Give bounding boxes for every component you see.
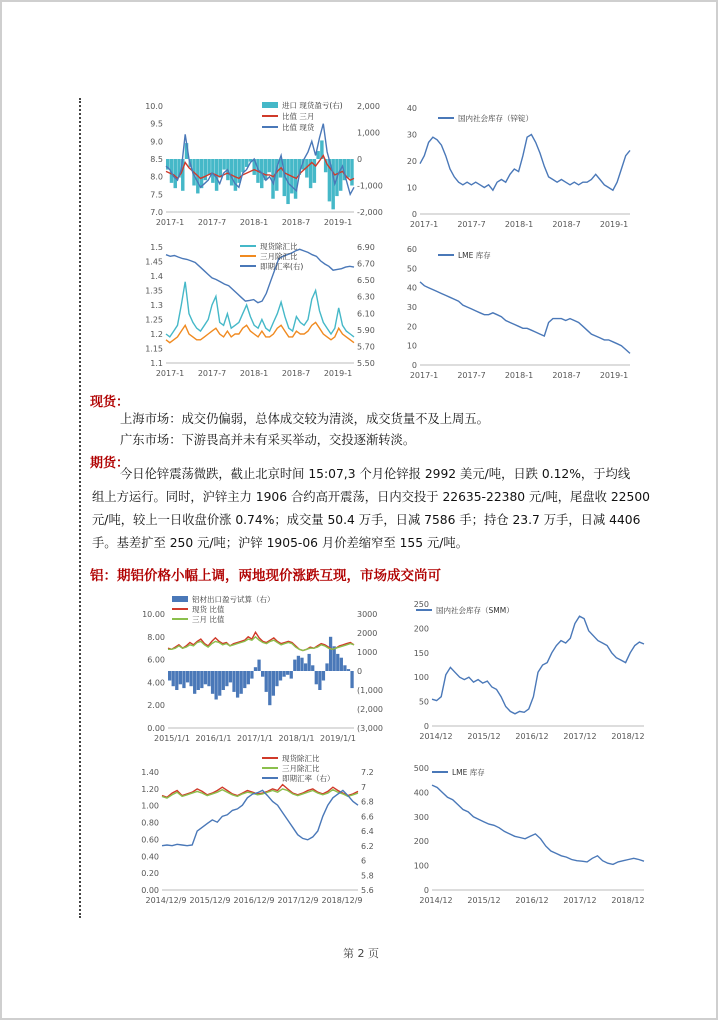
y2-tick-label: 6.6 [361, 812, 374, 822]
y-tick-label: 10.00 [142, 610, 165, 619]
y-tick-label: 100 [413, 861, 429, 871]
y2-tick-label: 5.6 [361, 886, 374, 895]
legend-label: 比值 三月 [282, 112, 315, 121]
y-tick-label: 8.0 [150, 172, 163, 182]
y-tick-label: 0.20 [141, 869, 159, 879]
y-tick-label: 50 [406, 264, 417, 274]
y2-tick-label: -1,000 [357, 181, 383, 191]
x-tick-label: 2019-1 [323, 369, 353, 378]
legend-label: 三月除汇比 [282, 764, 320, 773]
data-bar [211, 671, 214, 694]
data-bar [261, 671, 264, 677]
legend-label: 现货除汇比 [282, 754, 320, 763]
legend-label: 现货 比值 [192, 605, 225, 614]
chart-svg [398, 239, 638, 387]
y-tick-label: 1.35 [145, 286, 163, 296]
data-bar [193, 671, 196, 694]
y2-tick-label: (2,000 [357, 705, 384, 714]
data-bar [336, 654, 339, 671]
y2-tick-label: 5.8 [361, 871, 374, 881]
guangdong-market-text: 广东市场：下游畏高并未有采买举动，交投逐渐转淡。 [120, 433, 416, 447]
x-tick-label: 2018-1 [504, 220, 534, 229]
chart-al-lme-inventory [402, 762, 652, 914]
y2-tick-label: 6.4 [361, 827, 374, 836]
data-bar [279, 671, 282, 681]
data-bar [168, 671, 171, 681]
data-bar [333, 646, 336, 671]
y-tick-label: 1.5 [150, 243, 163, 252]
data-bar [230, 159, 233, 186]
y2-tick-label: 5.70 [357, 342, 375, 352]
data-bar [257, 660, 260, 671]
x-tick-label: 2019-1 [599, 220, 629, 229]
series-line [432, 616, 644, 714]
y-tick-label: 500 [413, 764, 429, 773]
y-tick-label: 1.15 [145, 344, 163, 354]
x-tick-label: 2019-1 [599, 371, 629, 380]
y-tick-label: 2.00 [147, 701, 165, 711]
data-bar [218, 671, 221, 696]
y-tick-label: 150 [413, 648, 429, 658]
y-tick-label: 1.45 [145, 257, 163, 267]
y2-tick-label: 6.8 [361, 797, 374, 807]
data-bar [315, 671, 318, 684]
y2-tick-label: 7.2 [361, 768, 374, 777]
x-tick-label: 2017-7 [197, 369, 227, 378]
data-bar [207, 159, 210, 175]
chart-al-domestic-inventory [402, 594, 652, 746]
data-bar [207, 671, 210, 686]
chart-al-fx-ratio [132, 754, 384, 914]
data-bar [329, 637, 332, 671]
data-bar [179, 671, 182, 684]
chart-svg [402, 594, 652, 746]
y-tick-label: 1.40 [141, 768, 159, 777]
x-tick-label: 2019-1 [323, 218, 353, 227]
data-bar [282, 671, 285, 677]
page-number: 第 2 页 [343, 947, 379, 960]
x-tick-label: 2017-7 [457, 220, 486, 229]
y2-tick-label: 5.90 [357, 325, 375, 335]
y-tick-label: 1.2 [150, 330, 163, 339]
aluminum-heading: 铝：期铝价格小幅上调，两地现价涨跌互现，市场成交尚可 [90, 568, 441, 584]
x-tick-label: 2015/12 [467, 732, 501, 741]
legend-label: 三月 比值 [192, 615, 225, 624]
y2-tick-label: 1000 [357, 648, 378, 657]
data-bar [204, 671, 207, 684]
x-tick-label: 2017-1 [409, 371, 439, 380]
data-bar [175, 671, 178, 690]
x-tick-label: 2017/12 [563, 732, 597, 741]
x-tick-label: 2016/1/1 [195, 734, 232, 743]
y-tick-label: 250 [413, 600, 429, 609]
chart-zn-domestic-inventory [398, 98, 638, 238]
x-tick-label: 2018/1/1 [278, 734, 315, 743]
y-tick-label: 200 [413, 837, 429, 847]
y-tick-label: 400 [413, 788, 429, 798]
y-tick-label: 300 [413, 812, 429, 822]
x-tick-label: 2018/12/9 [321, 896, 363, 905]
data-bar [200, 671, 203, 688]
chart-zn-ratio [132, 98, 384, 236]
x-tick-label: 2018/12 [611, 732, 645, 741]
chart-svg [132, 754, 384, 914]
data-bar [268, 671, 271, 705]
y-tick-label: 0 [423, 722, 429, 731]
data-bar [219, 159, 222, 178]
y-tick-label: 10 [406, 183, 417, 193]
y2-tick-label: (1,000 [357, 686, 384, 695]
data-bar [347, 669, 350, 671]
y2-tick-label: 5.50 [357, 359, 375, 368]
data-bar [311, 665, 314, 671]
y2-tick-label: 1,000 [357, 128, 380, 138]
x-tick-label: 2019/1/1 [320, 734, 356, 743]
y-tick-label: 6.00 [147, 655, 165, 665]
legend-label: LME 库存 [458, 251, 491, 260]
y-tick-label: 30 [406, 130, 417, 140]
x-tick-label: 2018-7 [552, 371, 581, 380]
futures-paragraph-line: 今日伦锌震荡微跌，截止北京时间 15:07,3 个月伦锌报 2992 美元/吨，日跌 0.12%，于均线 [120, 467, 631, 481]
x-tick-label: 2018-7 [281, 218, 311, 227]
legend-label: 三月除汇比 [260, 252, 298, 261]
data-bar [200, 159, 203, 188]
x-tick-label: 2018-7 [552, 220, 581, 229]
y2-tick-label: 6.10 [357, 309, 375, 319]
y-tick-label: 20 [406, 157, 417, 166]
data-bar [174, 159, 177, 188]
data-bar [222, 671, 225, 690]
data-bar [325, 663, 328, 671]
y-tick-label: 100 [413, 673, 429, 683]
series-line [432, 785, 644, 864]
chart-al-ratio [132, 590, 384, 752]
y-tick-label: 1.1 [150, 359, 163, 368]
y2-tick-label: 3000 [357, 610, 378, 619]
series-line [420, 282, 630, 354]
y-tick-label: 20 [406, 322, 417, 332]
legend-label: 现货除汇比 [260, 242, 298, 251]
data-bar [268, 159, 271, 172]
data-bar [236, 671, 239, 698]
data-bar [243, 671, 246, 688]
data-bar [182, 671, 185, 688]
x-tick-label: 2017-1 [155, 218, 185, 227]
data-bar [297, 656, 300, 671]
y2-tick-label: 6.70 [357, 259, 375, 269]
margin-dotted-line [79, 98, 81, 918]
y2-tick-label: -2,000 [357, 208, 383, 217]
data-bar [304, 663, 307, 671]
y2-tick-label: 0 [357, 155, 363, 164]
x-tick-label: 2017-1 [155, 369, 185, 378]
y2-tick-label: 2000 [357, 629, 378, 638]
x-tick-label: 2017-7 [197, 218, 227, 227]
chart-zn-fx-ratio [132, 239, 384, 387]
y-tick-label: 60 [406, 245, 417, 254]
data-bar [225, 671, 228, 686]
y-tick-label: 0.00 [147, 724, 165, 733]
data-bar [222, 159, 225, 170]
data-bar [229, 671, 232, 682]
x-tick-label: 2014/12/9 [145, 896, 187, 905]
x-tick-label: 2014/12 [419, 732, 453, 741]
x-tick-label: 2014/12 [419, 896, 453, 905]
y-tick-label: 0.60 [141, 835, 159, 845]
y2-tick-label: 6 [361, 856, 367, 866]
data-bar [247, 671, 250, 684]
series-line [420, 135, 630, 191]
data-bar [350, 159, 353, 186]
legend-label: 铝材出口盈亏试算（右） [192, 595, 275, 604]
x-tick-label: 2015/12/9 [189, 896, 231, 905]
y-tick-label: 40 [406, 104, 417, 113]
y-tick-label: 1.20 [141, 784, 159, 794]
y-tick-label: 9.0 [150, 137, 163, 147]
data-bar [346, 159, 349, 178]
y-tick-label: 0.00 [141, 886, 159, 895]
data-bar [265, 671, 268, 692]
chart-svg [398, 98, 638, 238]
x-tick-label: 2018-7 [281, 369, 311, 378]
x-tick-label: 2016/12/9 [233, 896, 275, 905]
y-tick-label: 10 [406, 341, 417, 351]
series-line [162, 790, 358, 845]
futures-paragraph-line: 组上方运行。同时，沪锌主力 1906 合约高开震荡，日内交投于 22635-22380 元/吨，尾盘收 22500 [92, 490, 650, 504]
y2-tick-label: 7 [361, 782, 367, 792]
data-bar [215, 671, 218, 700]
spot-heading: 现货： [90, 395, 130, 410]
data-bar [293, 660, 296, 671]
data-bar [211, 159, 214, 183]
legend-label: 即期汇率(右) [260, 262, 304, 271]
y-tick-label: 8.00 [147, 632, 165, 642]
data-bar [343, 665, 346, 671]
data-bar [339, 159, 342, 191]
data-bar [232, 671, 235, 692]
data-bar [308, 654, 311, 671]
data-bar [275, 671, 278, 686]
y-tick-label: 8.5 [150, 155, 163, 164]
futures-paragraph-line: 元/吨，较上一日收盘价涨 0.74%；成交量 50.4 万手，日减 7586 手；持仓 23.7 万手，日减 4406 [92, 513, 641, 527]
y2-tick-label: 6.30 [357, 292, 375, 302]
legend-label: 即期汇率（右） [282, 774, 335, 783]
y2-tick-label: 2,000 [357, 102, 380, 111]
y-tick-label: 9.5 [150, 119, 163, 129]
y-tick-label: 1.4 [150, 272, 163, 281]
data-bar [241, 159, 244, 172]
y-tick-label: 4.00 [147, 678, 165, 688]
y-tick-label: 1.3 [150, 301, 163, 310]
data-bar [197, 671, 200, 690]
data-bar [290, 671, 293, 679]
chart-svg [402, 762, 652, 914]
legend-label: 比值 现货 [282, 123, 315, 132]
y-tick-label: 1.00 [141, 801, 159, 811]
y-tick-label: 40 [406, 283, 417, 293]
document-page [2, 2, 716, 1018]
legend-label: 国内社会库存（SMM） [436, 606, 514, 615]
x-tick-label: 2017/12/9 [277, 896, 319, 905]
legend-label: 进口 现货盈亏(右) [282, 101, 343, 110]
y-tick-label: 0 [411, 361, 417, 370]
futures-heading: 期货： [90, 456, 130, 471]
legend-label: LME 库存 [452, 768, 485, 777]
series-line [166, 282, 354, 337]
chart-svg [132, 239, 384, 387]
chart-zn-lme-inventory [398, 239, 638, 387]
futures-paragraph-line: 手。基差扩至 250 元/吨；沪锌 1905-06 月价差缩窄至 155 元/吨。 [92, 536, 468, 550]
x-tick-label: 2017-1 [409, 220, 439, 229]
y-tick-label: 7.5 [150, 190, 163, 200]
data-bar [300, 658, 303, 671]
x-tick-label: 2017/12 [563, 896, 597, 905]
chart-svg [132, 98, 384, 236]
y-tick-label: 1.25 [145, 315, 163, 325]
x-tick-label: 2018/12 [611, 896, 645, 905]
data-bar [286, 671, 289, 675]
x-tick-label: 2018-1 [504, 371, 534, 380]
chart-svg [132, 590, 384, 752]
y-tick-label: 10.0 [145, 102, 163, 111]
legend-swatch [262, 102, 278, 108]
data-bar [322, 671, 325, 681]
y2-tick-label: 6.90 [357, 243, 375, 252]
legend-swatch [172, 596, 188, 602]
x-tick-label: 2018-1 [239, 218, 269, 227]
y-tick-label: 7.0 [150, 208, 163, 217]
data-bar [240, 671, 243, 694]
y2-tick-label: (3,000 [357, 724, 384, 733]
x-tick-label: 2015/12 [467, 896, 501, 905]
x-tick-label: 2017-7 [457, 371, 486, 380]
y-tick-label: 0 [411, 210, 417, 219]
x-tick-label: 2016/12 [515, 896, 549, 905]
shanghai-market-text: 上海市场：成交仍偏弱，总体成交较为清淡，成交货量不及上周五。 [120, 412, 489, 426]
x-tick-label: 2018-1 [239, 369, 269, 378]
y-tick-label: 0.40 [141, 852, 159, 862]
data-bar [254, 667, 257, 671]
y2-tick-label: 0 [357, 667, 363, 676]
y2-tick-label: 6.2 [361, 841, 374, 851]
legend-label: 国内社会库存（锌锭） [458, 114, 533, 123]
x-tick-label: 2017/1/1 [237, 734, 273, 743]
y-tick-label: 30 [406, 303, 417, 312]
data-bar [186, 671, 189, 682]
x-tick-label: 2016/12 [515, 732, 549, 741]
data-bar [172, 671, 175, 686]
x-tick-label: 2015/1/1 [154, 734, 190, 743]
data-bar [313, 159, 316, 183]
data-bar [318, 671, 321, 690]
data-bar [340, 658, 343, 671]
data-bar [250, 671, 253, 679]
y-tick-label: 0.80 [141, 818, 159, 828]
y-tick-label: 0 [423, 886, 429, 895]
data-bar [350, 671, 353, 688]
y-tick-label: 50 [418, 697, 429, 707]
data-bar [189, 671, 192, 686]
y-tick-label: 200 [413, 624, 429, 634]
y2-tick-label: 6.50 [357, 276, 375, 286]
data-bar [272, 671, 275, 696]
